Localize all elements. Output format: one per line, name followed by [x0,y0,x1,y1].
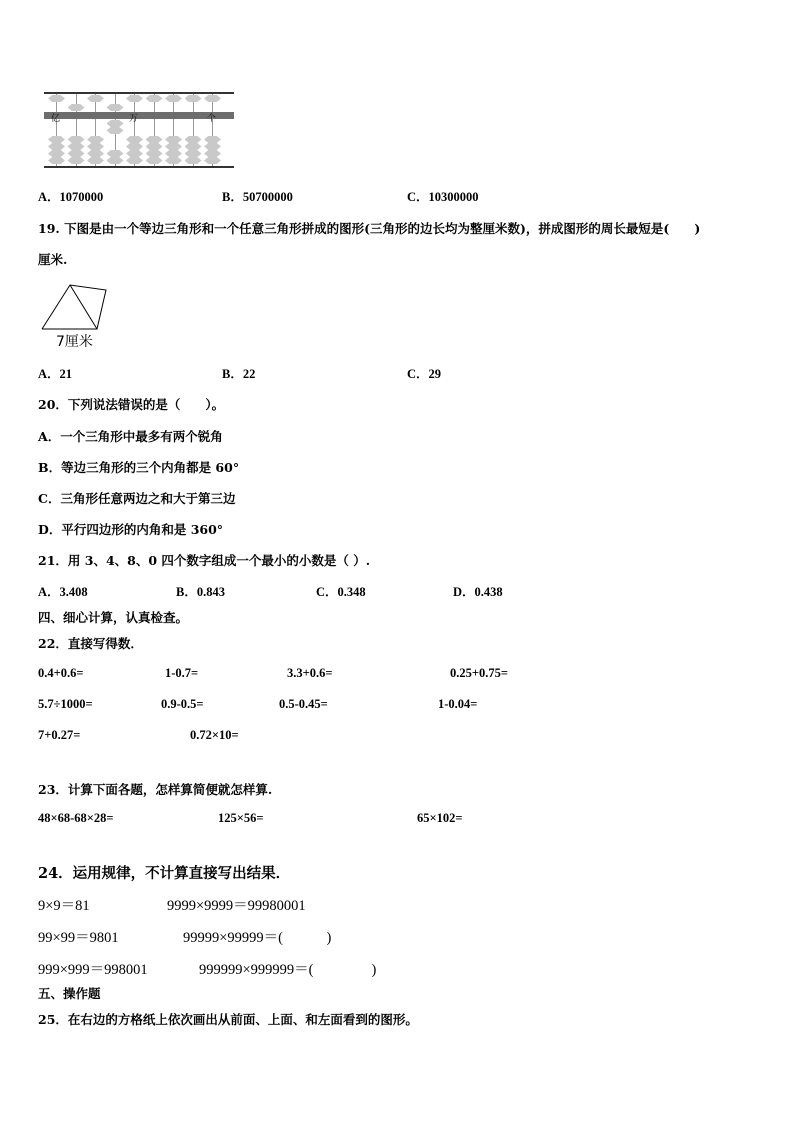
q21-option-a: A．3.408 [38,585,88,599]
abacus-bead [185,157,202,164]
q24-question: 24．运用规律，不计算直接写出结果． [38,865,291,882]
q20-option-c: C．三角形任意两边之和大于第三边 [38,491,236,506]
q19-option-a: A．21 [38,367,73,381]
abacus-bead [87,136,104,143]
q22-item: 1-0.7= [165,666,199,680]
q19-question-cont: 厘米. [38,252,68,267]
abacus-bead [204,150,221,157]
q24-item: 9999×9999＝99980001 [167,898,306,914]
abacus-bead [48,150,65,157]
abacus-bead [48,136,65,143]
q22-item: 1-0.04= [438,697,478,711]
abacus-bead [165,143,182,150]
abacus-frame-top [44,92,234,94]
section-4-title: 四、细心计算，认真检查。 [38,610,189,625]
abacus-bead [185,150,202,157]
abacus-bead [185,143,202,150]
abacus-bead [87,150,104,157]
abacus-bead [146,157,163,164]
q22-item: 0.4+0.6= [38,666,84,680]
triangle-side-label: 7厘米 [56,334,93,350]
abacus-bead [146,95,163,102]
abacus-bead [126,136,143,143]
q24-item: 99×99＝9801 [38,930,119,946]
q21-option-c: C．0.348 [316,585,366,599]
triangle-figure [40,283,112,333]
abacus-bead [68,136,85,143]
q24-item: 99999×99999＝( ) [183,930,332,946]
abacus-bead [204,95,221,102]
q23-item: 65×102= [417,811,463,825]
abacus-figure [44,92,234,168]
q19-question: 19. 下图是由一个等边三角形和一个任意三角形拼成的图形(三角形的边长均为整厘米数)，拼成图形的周长最短是( ) [38,221,701,236]
q21-option-b: B．0.843 [176,585,225,599]
abacus-bead [126,150,143,157]
abacus-bead [68,143,85,150]
abacus-bead [68,150,85,157]
abacus-place-label: 个 [207,114,217,124]
abacus-bead [68,157,85,164]
abacus-frame-bottom [44,166,234,168]
abacus-bead [107,157,124,164]
q19-option-b: B．22 [222,367,256,381]
abacus-bead [165,150,182,157]
q24-item: 999999×999999＝( ) [199,962,377,978]
q23-item: 48×68-68×28= [38,811,114,825]
q25-question: 25．在右边的方格纸上依次画出从前面、上面、和左面看到的图形。 [38,1012,418,1027]
abacus-bead [48,157,65,164]
q24-item: 9×9＝81 [38,898,90,914]
abacus-bead [87,95,104,102]
abacus-bead [48,143,65,150]
q22-item: 0.5-0.45= [279,697,328,711]
abacus-bead [146,136,163,143]
abacus-place-label: 万 [129,114,139,124]
abacus-bead [87,143,104,150]
q18-option-a: A．1070000 [38,190,104,204]
q22-question: 22．直接写得数． [38,636,143,651]
abacus-bead [126,143,143,150]
q20-option-a: A．一个三角形中最多有两个锐角 [38,429,223,444]
abacus-bead [48,95,65,102]
abacus-bead [165,95,182,102]
abacus-bead [165,157,182,164]
q20-question: 20．下列说法错误的是（ ）。 [38,397,225,412]
q21-question: 21．用 3、4、8、0 四个数字组成一个最小的小数是（ ）. [38,553,371,568]
q23-item: 125×56= [218,811,264,825]
abacus-bead [185,136,202,143]
abacus-bead [204,143,221,150]
q22-item: 3.3+0.6= [287,666,333,680]
q22-item: 7+0.27= [38,728,81,742]
abacus-bead [204,157,221,164]
abacus-bead [185,95,202,102]
abacus-bead [87,157,104,164]
q18-option-b: B．50700000 [222,190,293,204]
abacus-bead [107,150,124,157]
q22-item: 0.25+0.75= [450,666,508,680]
q20-option-d: D．平行四边形的内角和是 360° [38,522,224,537]
q20-option-b: B．等边三角形的三个内角都是 60° [38,460,240,475]
abacus-bead [126,95,143,102]
q24-item: 999×999＝998001 [38,962,148,978]
abacus-bead [107,104,124,111]
abacus-bead [165,136,182,143]
abacus-bead [146,150,163,157]
abacus-place-label: 亿 [51,114,61,124]
abacus-bead [68,104,85,111]
q18-option-c: C．10300000 [407,190,479,204]
q19-option-c: C．29 [407,367,442,381]
q22-item: 5.7÷1000= [38,697,93,711]
q22-item: 0.72×10= [190,728,239,742]
abacus-bead [204,136,221,143]
abacus-bead [126,157,143,164]
q21-option-d: D．0.438 [453,585,503,599]
abacus-bead [107,127,124,134]
section-5-title: 五、操作题 [38,986,101,1001]
q22-item: 0.9-0.5= [161,697,204,711]
abacus-bead [146,143,163,150]
abacus-bead [107,120,124,127]
abacus-beam [44,112,234,119]
q23-question: 23．计算下面各题，怎样算简便就怎样算. [38,782,273,797]
